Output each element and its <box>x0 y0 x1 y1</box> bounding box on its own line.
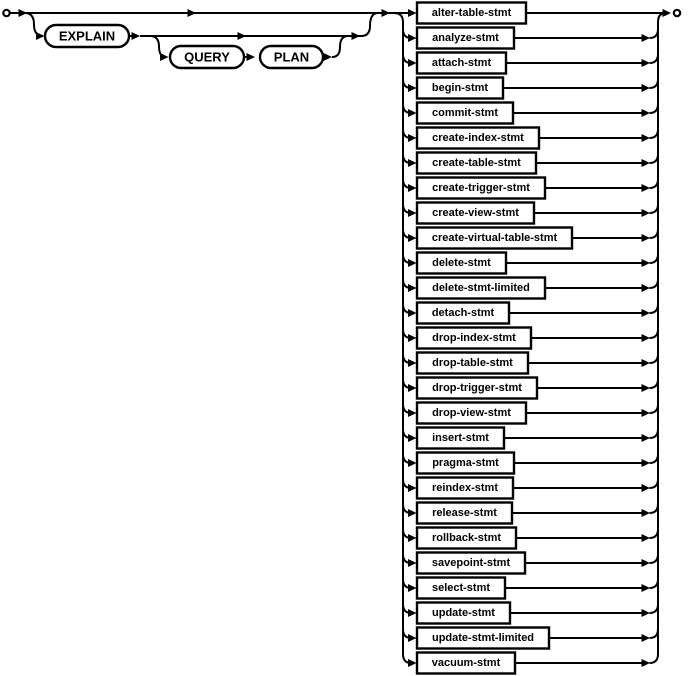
keyword-label: EXPLAIN <box>58 28 116 44</box>
arrowhead-icon <box>663 9 672 17</box>
nonterminal-create-trigger-stmt[interactable] <box>417 178 545 199</box>
row-merge-curve <box>650 279 659 288</box>
row-merge-curve <box>650 479 659 488</box>
row-merge-curve <box>650 129 659 138</box>
nonterminal-label: delete-stmt <box>432 257 491 269</box>
arrowhead-icon <box>408 634 417 642</box>
arrowhead-icon <box>408 584 417 592</box>
arrowhead-icon <box>408 9 417 17</box>
arrowhead-icon <box>408 184 417 192</box>
arrowhead-icon <box>408 59 417 67</box>
keyword-explain <box>45 25 129 47</box>
row-merge-curve <box>650 429 659 438</box>
arrowhead-icon <box>642 634 651 642</box>
arrowhead-icon <box>36 32 45 40</box>
row-merge-curve <box>650 154 659 163</box>
nonterminal-label: delete-stmt-limited <box>432 282 530 294</box>
row-merge-curve <box>650 579 659 588</box>
nonterminal-label: commit-stmt <box>431 107 499 119</box>
keyword-plan <box>260 46 323 68</box>
arrowhead-icon <box>642 359 651 367</box>
nonterminal-delete-stmt[interactable] <box>417 253 506 274</box>
nonterminal-release-stmt[interactable] <box>417 503 512 524</box>
row-merge-curve <box>650 604 659 613</box>
nonterminal-drop-index-stmt[interactable] <box>417 328 531 349</box>
nonterminal-label: create-table-stmt <box>432 157 521 169</box>
keyword-query <box>170 46 244 68</box>
arrowhead-icon <box>247 53 256 61</box>
arrowhead-icon <box>642 459 651 467</box>
row-merge-curve <box>650 329 659 338</box>
nonterminal-label: create-virtual-table-stmt <box>431 232 558 244</box>
arrowhead-icon <box>642 659 651 667</box>
row-merge-curve <box>650 629 659 638</box>
row-merge-curve <box>650 29 659 38</box>
arrowhead-icon <box>408 309 417 317</box>
arrowhead-icon <box>408 234 417 242</box>
row-merge-curve <box>650 304 659 313</box>
arrowhead-icon <box>408 159 417 167</box>
nonterminal-label: create-view-stmt <box>432 207 519 219</box>
row-merge-curve <box>650 229 659 238</box>
row-merge-curve <box>650 379 659 388</box>
arrowhead-icon <box>642 234 651 242</box>
arrowhead-icon <box>642 484 651 492</box>
row-merge-curve <box>650 404 659 413</box>
nonterminal-create-index-stmt[interactable] <box>417 128 539 149</box>
keyword-label: PLAN <box>273 49 310 65</box>
arrowhead-icon <box>642 584 651 592</box>
row-merge-curve <box>650 79 659 88</box>
row-merge-curve <box>650 104 659 113</box>
branch-rail-right <box>658 13 666 654</box>
row-merge-curve <box>650 179 659 188</box>
nonterminal-vacuum-stmt[interactable] <box>417 653 515 674</box>
arrowhead-icon <box>188 9 197 17</box>
row-merge-curve <box>650 354 659 363</box>
row-merge-curve <box>650 54 659 63</box>
arrowhead-icon <box>408 659 417 667</box>
arrowhead-icon <box>642 284 651 292</box>
arrowhead-icon <box>642 509 651 517</box>
arrowhead-icon <box>642 259 651 267</box>
arrowhead-icon <box>642 409 651 417</box>
arrowhead-icon <box>642 159 651 167</box>
arrowhead-icon <box>642 534 651 542</box>
arrowhead-icon <box>324 53 333 61</box>
arrowhead-icon <box>408 534 417 542</box>
arrowhead-icon <box>408 209 417 217</box>
arrowhead-icon <box>642 109 651 117</box>
nonterminal-insert-stmt[interactable] <box>417 428 504 449</box>
arrowhead-icon <box>408 484 417 492</box>
arrowhead-icon <box>642 184 651 192</box>
row-merge-curve <box>650 654 659 663</box>
nonterminal-update-stmt-limited[interactable] <box>417 628 549 649</box>
nonterminal-rollback-stmt[interactable] <box>417 528 516 549</box>
nonterminal-label: pragma-stmt <box>432 457 499 469</box>
arrowhead-icon <box>352 32 361 40</box>
arrowhead-icon <box>408 359 417 367</box>
nonterminal-reindex-stmt[interactable] <box>417 478 513 499</box>
nonterminal-label: drop-table-stmt <box>432 357 513 369</box>
arrowhead-icon <box>408 384 417 392</box>
query-plan-merge-curve <box>332 36 348 57</box>
nonterminal-label: attach-stmt <box>431 57 492 69</box>
nonterminal-update-stmt[interactable] <box>417 603 510 624</box>
nonterminal-commit-stmt[interactable] <box>417 103 513 124</box>
nonterminal-delete-stmt-limited[interactable] <box>417 278 545 299</box>
arrowhead-icon <box>408 434 417 442</box>
explain-branch-curve <box>25 13 43 36</box>
nonterminal-drop-view-stmt[interactable] <box>417 403 526 424</box>
arrowhead-icon <box>642 559 651 567</box>
arrowhead-icon <box>408 609 417 617</box>
nonterminal-label: analyze-stmt <box>432 32 499 44</box>
explain-merge-curve <box>361 13 378 36</box>
row-merge-curve <box>650 454 659 463</box>
arrowhead-icon <box>642 84 651 92</box>
row-merge-curve <box>650 529 659 538</box>
arrowhead-icon <box>408 259 417 267</box>
arrowhead-icon <box>382 9 391 17</box>
arrowhead-icon <box>132 32 141 40</box>
nonterminal-label: drop-view-stmt <box>432 407 511 419</box>
nonterminal-analyze-stmt[interactable] <box>417 28 514 49</box>
arrowhead-icon <box>642 384 651 392</box>
arrowhead-icon <box>642 609 651 617</box>
arrowhead-icon <box>408 409 417 417</box>
nonterminal-begin-stmt[interactable] <box>417 78 503 99</box>
arrowhead-icon <box>408 459 417 467</box>
nonterminal-label: vacuum-stmt <box>431 657 501 669</box>
nonterminal-pragma-stmt[interactable] <box>417 453 514 474</box>
nonterminal-label: drop-trigger-stmt <box>432 382 522 394</box>
arrowhead-icon <box>642 334 651 342</box>
nonterminal-label: rollback-stmt <box>431 532 502 544</box>
nonterminal-label: alter-table-stmt <box>431 7 512 19</box>
nonterminal-savepoint-stmt[interactable] <box>417 553 525 574</box>
nonterminal-label: detach-stmt <box>431 307 495 319</box>
row-merge-curve <box>650 254 659 263</box>
nonterminal-label: update-stmt <box>432 607 495 619</box>
nonterminal-label: update-stmt-limited <box>431 632 535 644</box>
arrowhead-icon <box>642 34 651 42</box>
nonterminal-create-table-stmt[interactable] <box>417 153 536 174</box>
start-terminal-icon <box>3 10 9 16</box>
arrowhead-icon <box>238 32 247 40</box>
branch-rail-left <box>394 13 403 654</box>
keyword-label: QUERY <box>184 49 230 65</box>
row-merge-curve <box>650 554 659 563</box>
nonterminal-label: create-index-stmt <box>432 132 524 144</box>
nonterminal-label: savepoint-stmt <box>431 557 511 569</box>
arrowhead-icon <box>408 34 417 42</box>
arrowhead-icon <box>408 109 417 117</box>
arrowhead-icon <box>408 134 417 142</box>
query-plan-branch-curve <box>150 36 166 57</box>
row-merge-curve <box>650 204 659 213</box>
arrowhead-icon <box>642 59 651 67</box>
end-terminal-icon <box>674 10 680 16</box>
arrowhead-icon <box>408 509 417 517</box>
nonterminal-label: begin-stmt <box>431 82 489 94</box>
nonterminal-alter-table-stmt[interactable] <box>417 3 526 24</box>
nonterminal-detach-stmt[interactable] <box>417 303 509 324</box>
arrowhead-icon <box>408 84 417 92</box>
row-merge-curve <box>650 504 659 513</box>
nonterminal-create-virtual-table-stmt[interactable] <box>417 228 572 249</box>
arrowhead-icon <box>642 309 651 317</box>
nonterminal-select-stmt[interactable] <box>417 578 505 599</box>
nonterminal-label: insert-stmt <box>432 432 489 444</box>
arrowhead-icon <box>642 434 651 442</box>
arrowhead-icon <box>160 53 169 61</box>
arrowhead-icon <box>642 134 651 142</box>
arrowhead-icon <box>408 284 417 292</box>
nonterminal-drop-table-stmt[interactable] <box>417 353 528 374</box>
nonterminal-label: release-stmt <box>432 507 497 519</box>
nonterminal-label: drop-index-stmt <box>432 332 516 344</box>
nonterminal-label: reindex-stmt <box>431 482 499 494</box>
arrowhead-icon <box>408 334 417 342</box>
nonterminal-label: select-stmt <box>431 582 491 594</box>
nonterminal-label: create-trigger-stmt <box>432 182 530 194</box>
nonterminal-drop-trigger-stmt[interactable] <box>417 378 537 399</box>
nonterminal-create-view-stmt[interactable] <box>417 203 534 224</box>
arrowhead-icon <box>408 559 417 567</box>
nonterminal-attach-stmt[interactable] <box>417 53 506 74</box>
arrowhead-icon <box>642 209 651 217</box>
